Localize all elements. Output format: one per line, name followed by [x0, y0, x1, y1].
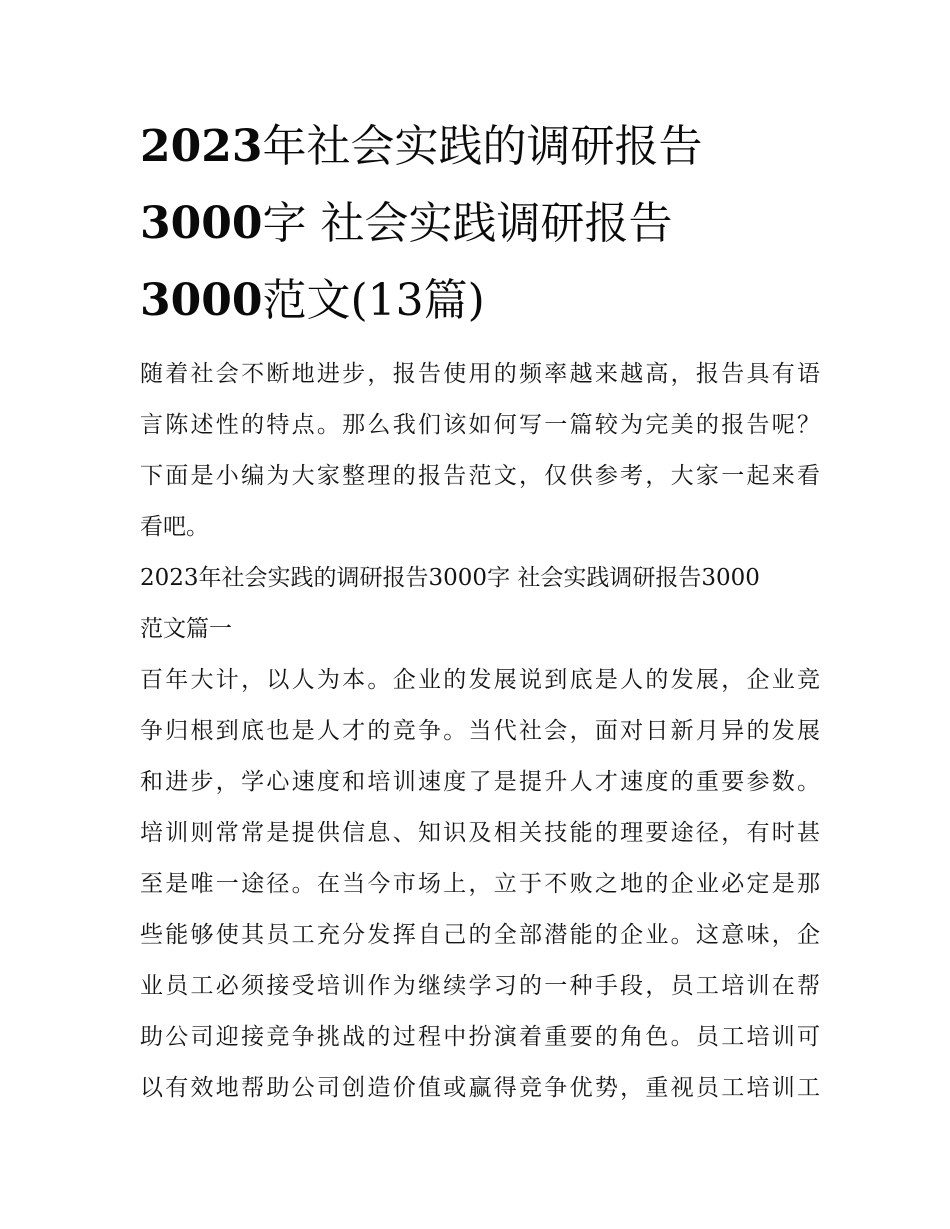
body-line: 至是唯一途径。在当今市场上，立于不败之地的企业必定是那 — [140, 871, 820, 897]
title-number: 2023 — [140, 121, 263, 172]
title-line-2 — [140, 185, 820, 262]
title-text: 范文(13篇) — [262, 275, 485, 326]
intro-line: 随着社会不断地进步，报告使用的频率越来越高，报告具有语 — [140, 361, 820, 387]
document-title — [140, 108, 820, 339]
body-line: 争归根到底也是人才的竞争。当代社会，面对日新月异的发展 — [140, 718, 820, 744]
body-line: 和进步，学心速度和培训速度了是提升人才速度的重要参数。 — [140, 769, 820, 795]
title-line-1 — [140, 108, 820, 185]
intro-line: 言陈述性的特点。那么我们该如何写一篇较为完美的报告呢？ — [140, 412, 820, 438]
body-line: 业员工必须接受培训作为继续学习的一种手段，员工培训在帮 — [140, 973, 820, 999]
body-paragraph — [140, 655, 820, 1114]
intro-line: 看吧。 — [140, 514, 209, 540]
section-heading-line: 2023年社会实践的调研报告3000字 社会实践调研报告3000 — [140, 565, 760, 591]
body-line: 助公司迎接竞争挑战的过程中扮演着重要的角色。员工培训可 — [140, 1024, 820, 1050]
body-line: 培训则常常是提供信息、知识及相关技能的理要途径，有时甚 — [140, 820, 820, 846]
document-content — [140, 108, 820, 1114]
title-text: 字 社会实践调研报告 — [262, 198, 673, 249]
body-line: 些能够使其员工充分发挥自己的全部潜能的企业。这意味，企 — [140, 922, 820, 948]
title-text: 年社会实践的调研报告 — [262, 121, 703, 172]
section-heading-line: 范文篇一 — [140, 616, 232, 642]
body-line: 以有效地帮助公司创造价值或赢得竞争优势，重视员工培训工 — [140, 1075, 820, 1101]
body-line: 百年大计，以人为本。企业的发展说到底是人的发展，企业竞 — [140, 667, 820, 693]
section-heading — [140, 553, 820, 655]
intro-line: 下面是小编为大家整理的报告范文，仅供参考，大家一起来看 — [140, 463, 820, 489]
title-number: 3000 — [140, 198, 263, 249]
title-number: 3000 — [140, 275, 263, 326]
intro-paragraph — [140, 349, 820, 553]
title-line-3 — [140, 262, 820, 339]
